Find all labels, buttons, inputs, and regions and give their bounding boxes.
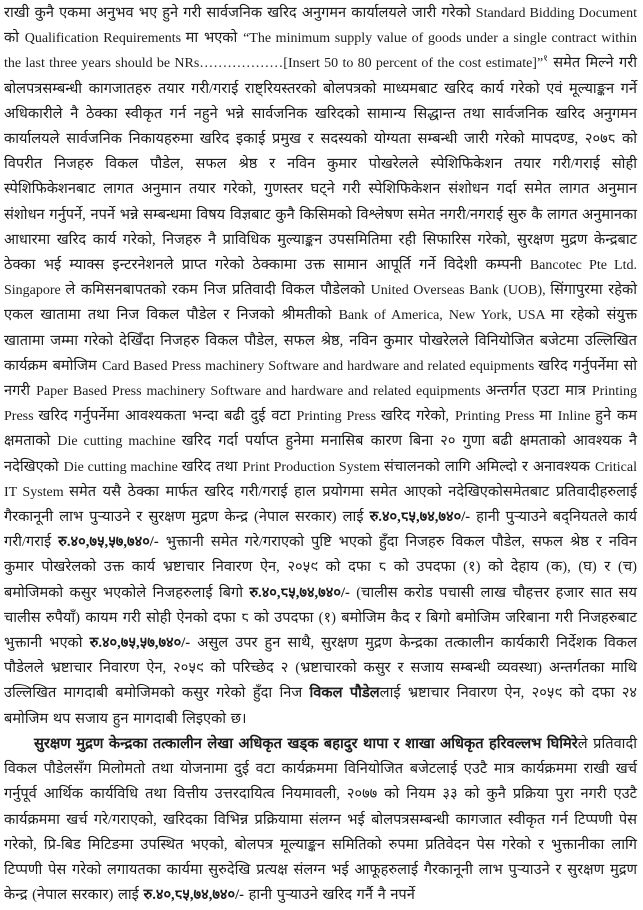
text-run: हानी पुऱ्याउने बद्नियतले कार्य गरी/गराई bbox=[4, 509, 638, 551]
text-run: हुने कम क्षमताको bbox=[4, 408, 637, 450]
english-text-run: Print Production System bbox=[242, 459, 384, 475]
text-run: मा bbox=[539, 408, 558, 425]
text-run: खरिद गरेको, bbox=[380, 408, 456, 425]
text-run: मा रहेको संयुक्त खातामा जम्मा गरेको देखिँदा निजहरु विकल पौडेल, सफल श्रेष्ठ, नविन कुमार पोखरेलले विनियोजित बजेटमा उल्लिखित कार्यक्रम बमोजिम bbox=[4, 307, 638, 374]
bold-text-run: रु.४०,८५,७४,७४०/- bbox=[143, 887, 245, 904]
text-run: समेत मिल्ने गरी बोलपत्रसम्बन्धी कागजातहरु तयार गरी/गराई राष्ट्रियस्तरको बोलपत्रको माध्यमबाट खरिद कार्य गरेको एवं मूल्याङ्कन गर्ने अधिकारीले नै ठेक्का स्वीकृत गर्न नहुने भन्ने सार्वजनिक खरिदको सामान्य सिद्धान्त तथा सार्वजनिक खरिद अनुगमन कार्यालयले सार्वजनिक निकायहरुमा खरिद इकाई प्रमुख र सदस्यको योग्यता सम्बन्धी जारी गरेको मापदण्ड, २०७८ को विपरीत निजहरु विकल पौडेल, सफल श्रेष्ठ र नविन कुमार पोखरेलले स्पेशिफिकेशन तयार गरी/गराई सोही स्पेशिफिकेशनबाट लागत अनुमान तयार गरेको, गुणस्तर घट्ने गरी स्पेशिफिकेशन संशोधन गर्दा समेत लागत अनुमान संशोधन गर्नुपर्ने, नपर्ने भन्ने सम्बन्धमा विषय विज्ञबाट कुनै किसिमको विश्लेषण समेत नगरी/नगराई सुरु कै लागत अनुमानका आधारमा खरिद कार्य गरेको, निजहरु नै प्राविधिक मुल्याङ्कन उपसमितिमा रही सिफारिस गरेको, सुरक्षण मुद्रण केन्द्रबाट ठेक्का भई म्याक्स इन्टरनेशनले प्राप्त गरेको ठेक्कामा उक्त सामान आपूर्ति गर्ने विदेशी कम्पनी bbox=[4, 55, 637, 274]
text-run: (चालीस करोड पचासी लाख चौहत्तर हजार सात सय चालीस रुपैयाँ) कायम गरी सोही ऐनको दफा ८ को उपदफा (१) बमोजिम कैद र बिगो बमोजिम जरिबाना गरी निजहरुबाट भुक्तानी भएको bbox=[4, 584, 637, 652]
text-run: ले कमिसनबापतको रकम निज प्रतिवादी विकल पौडेलको bbox=[65, 282, 371, 299]
english-text-run: Paper Based Press machinery Software and hardware and related equipments bbox=[36, 384, 486, 400]
english-text-run: Standard Bidding Document bbox=[475, 6, 637, 21]
bold-text-run: रु.४०,७५,५७,७४०/- bbox=[58, 534, 159, 551]
text-run: खरिद गर्नुपर्नेमा सो नगरी bbox=[4, 357, 637, 400]
text-run: समेत यसै ठेक्का मार्फत खरिद गरी/गराई हाल प्रयोगमा समेत आएको नदेखिएकोसमेतबाट प्रतिवादीहरुलाई गैरकानूनी लाभ पुऱ्याउने र सुरक्षण मुद्रण केन्द्र (नेपाल सरकार) लाई bbox=[4, 483, 637, 526]
text-run: खरिद गर्दा पर्याप्त हुनेमा मनासिब कारण बिना २० गुणा बढी क्षमताको आवश्यक नै नदेखिएको bbox=[4, 433, 637, 475]
text-run: अन्तर्गत एउटा मात्र bbox=[485, 383, 592, 400]
text-run: ले प्रतिवादी विकल पौडेलसँग मिलोमतो तथा योजनामा दुई वटा कार्यक्रममा विनियोजित बजेटलाई एउटै मात्र कार्यक्रममा राखी खर्च गर्नुपूर्व आर्थिक कार्यविधि तथा वित्तीय उत्तरदायित्व नियमावली, २०७७ को नियम ३३ को कुनै प्रक्रिया पुरा नगरी एउटै कार्यक्रममा खर्च गरे/गराएको, खरिदका विभिन्न प्रक्रियामा संलग्न भई बोलपत्रसम्बन्धी कागजात स्वीकृत गर्न टिप्पणी पेस गरेको, प्रि-बिड मिटिङमा उपस्थित भएको, बोलपत्र मूल्याङ्कन समितिको रुपमा प्रतिवेदन पेस गरेको र भुक्तानीका लागि टिप्पणी पेस गरेको लगायतका कार्यमा सुरुदेखि प्रत्यक्ष संलग्न भई आफूहरुलाई गैरकानूनी लाभ पुऱ्याउने र सुरक्षण मुद्रण केन्द्र (नेपाल सरकार) लाई bbox=[4, 735, 637, 904]
bold-text-run: सुरक्षण मुद्रण केन्द्रका तत्कालीन लेखा अधिकृत खड्क बहादुर थापा र शाखा अधिकृत हरिवल्लभ घिमिरे bbox=[34, 735, 578, 752]
text-run: संचालनको लागि अमिल्दो र अनावश्यक bbox=[383, 458, 595, 475]
text-run: खरिद गर्नुपर्नेमा आवश्यकता भन्दा बढी दुई वटा bbox=[38, 408, 297, 425]
english-text-run: Critical IT System bbox=[4, 459, 637, 500]
text-run: खरिद तथा bbox=[181, 458, 243, 475]
bold-text-run: रु.४०,७५,५७,७४०/- bbox=[89, 635, 191, 652]
text-run: हानी पुऱ्याउने खरिद गर्नै नै नपर्ने bbox=[244, 887, 415, 904]
english-text-run: Die cutting machine bbox=[63, 459, 182, 475]
english-text-run: United Overseas Bank (UOB), bbox=[370, 283, 551, 299]
english-text-run: Bank of America, New York, USA bbox=[338, 308, 551, 324]
bold-text-run: रु.४०,८५,७४,७४०/- bbox=[369, 509, 471, 526]
text-run: भुक्तानी समेत गरे/गराएको पुष्टि भएको हुँदा निजहरु विकल पौडेल, सफल श्रेष्ठ र नविन कुमार पोखरेलको उक्त कार्य भ्रष्टाचार निवारण ऐन, २०५९ को दफा ८ को उपदफा (१) को देहाय (क), (घ) र (च) बमोजिमको कसुर भएकोले निजहरुलाई बिगो bbox=[4, 534, 637, 601]
english-text-run: Printing Press bbox=[4, 384, 637, 425]
footnote-marker: १ bbox=[543, 53, 548, 64]
english-text-run: Inline bbox=[557, 409, 596, 425]
english-text-run: Printing Press bbox=[455, 409, 540, 425]
bold-text-run: विकल पौडेल bbox=[309, 685, 380, 702]
english-text-run: Die cutting machine bbox=[57, 434, 182, 450]
english-text-run: Card Based Press machinery Software and hardware and related equipments bbox=[101, 358, 539, 374]
bold-text-run: रु.४०,८५,७४,७४०/- bbox=[249, 584, 350, 601]
paragraph-1 bbox=[4, 1, 637, 732]
english-text-run: Bancotec Pte Ltd. Singapore bbox=[4, 258, 638, 299]
english-text-run: “The minimum supply value of goods under a single contract within the last three years should be NRs………………[Insert 50 to 80 percent of the cost estimate]” bbox=[4, 31, 637, 72]
english-text-run: Qualification Requirements bbox=[24, 31, 186, 47]
text-run: मा भएको bbox=[185, 30, 244, 47]
text-run: को bbox=[4, 30, 25, 47]
text-run: लाई भ्रष्टाचार निवारण ऐन, २०५९ को दफा २४ बमोजिम थप सजाय हुन मागदाबी लिइएको छ। bbox=[4, 685, 638, 727]
text-run: असुल उपर हुन साथै, सुरक्षण मुद्रण केन्द्रका तत्कालीन कार्यकारी निर्देशक विकल पौडेलले भ्रष्टाचार निवारण ऐन, २०५९ को परिच्छेद २ (भ्रष्टाचारको कसुर र सजाय सम्बन्धी व्यवस्था) अन्तर्गतका माथि उल्लिखित मागदाबी बमोजिमको कसुर गरेको हुँदा निज bbox=[4, 635, 637, 702]
text-run: राखी कुनै एकमा अनुभव भए हुने गरी सार्वजनिक खरिद अनुगमन कार्यालयले जारी गरेको bbox=[4, 5, 476, 21]
english-text-run: Printing Press bbox=[296, 409, 381, 425]
paragraph-2 bbox=[4, 732, 637, 908]
text-run: सिंगापुरमा रहेको एकल खातामा तथा निज विकल पौडेल र निजको श्रीमतीको bbox=[4, 282, 638, 324]
